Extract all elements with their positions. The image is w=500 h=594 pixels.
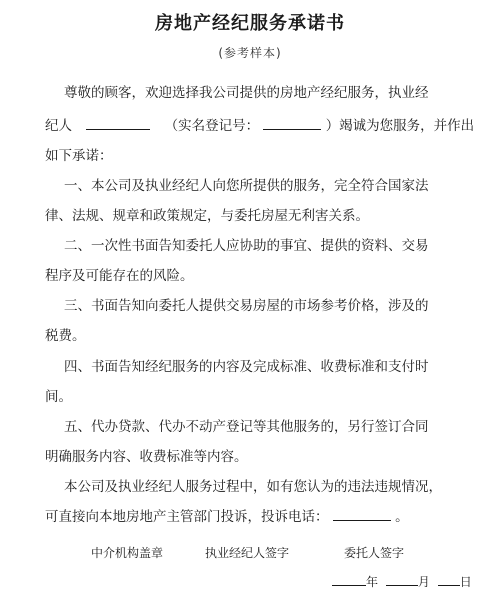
intro-line-3: 如下承诺： [45,148,113,164]
intro-service-text: ）竭诚为您服务，并作出 [325,118,475,134]
item-4-line-1: 四、书面告知经纪服务的内容及完成标准、收费标准和支付时 [64,359,429,375]
intro-line-2 [45,117,474,135]
client-signature-label: 委托人签字 [344,546,405,560]
item-2-line-2: 程序及可能存在的风险。 [45,268,194,284]
registration-number-blank[interactable] [263,117,321,130]
item-5-line-1: 五、代办贷款、代办不动产登记等其他服务的，另行签订合同 [64,419,429,435]
date-line [332,573,472,590]
intro-registration-label: （实名登记号： [164,118,260,134]
day-label: 日 [459,575,472,589]
item-1-line-1: 一、本公司及执业经纪人向您所提供的服务，完全符合国家法 [64,178,429,194]
complaint-phone-label: 可直接向本地房地产主管部门投诉，投诉电话： [45,509,329,525]
document-title: 房地产经纪服务承诺书 [155,13,345,34]
item-3-line-1: 三、书面告知向委托人提供交易房屋的市场参考价格，涉及的 [64,298,429,314]
month-blank[interactable] [386,575,418,586]
item-2-line-1: 二、一次性书面告知委托人应协助的事宜、提供的资料、交易 [64,238,429,254]
item-1-line-2: 律、法规、规章和政策规定，与委托房屋无利害关系。 [45,208,369,224]
year-blank[interactable] [332,575,366,586]
item-4-line-2: 间。 [45,389,72,405]
agent-name-blank[interactable] [86,117,150,130]
item-3-line-2: 税费。 [45,328,86,344]
intro-agent-label: 纪人 [45,118,72,134]
month-label: 月 [417,575,430,589]
complaint-phone-blank[interactable] [333,508,391,521]
agency-seal-label: 中介机构盖章 [91,546,164,560]
document-subtitle: (参考样本) [218,46,282,60]
day-blank[interactable] [438,575,460,586]
year-label: 年 [366,575,379,589]
closing-period: 。 [395,509,409,525]
agent-signature-label: 执业经纪人签字 [205,546,290,560]
item-5-line-2: 明确服务内容、收费标准等内容。 [45,449,248,465]
closing-line-1: 本公司及执业经纪人服务过程中，如有您认为的违法违规情况， [64,479,442,495]
closing-line-2 [45,508,409,526]
intro-line-1: 尊敬的顾客，欢迎选择我公司提供的房地产经纪服务，执业经 [64,85,429,101]
